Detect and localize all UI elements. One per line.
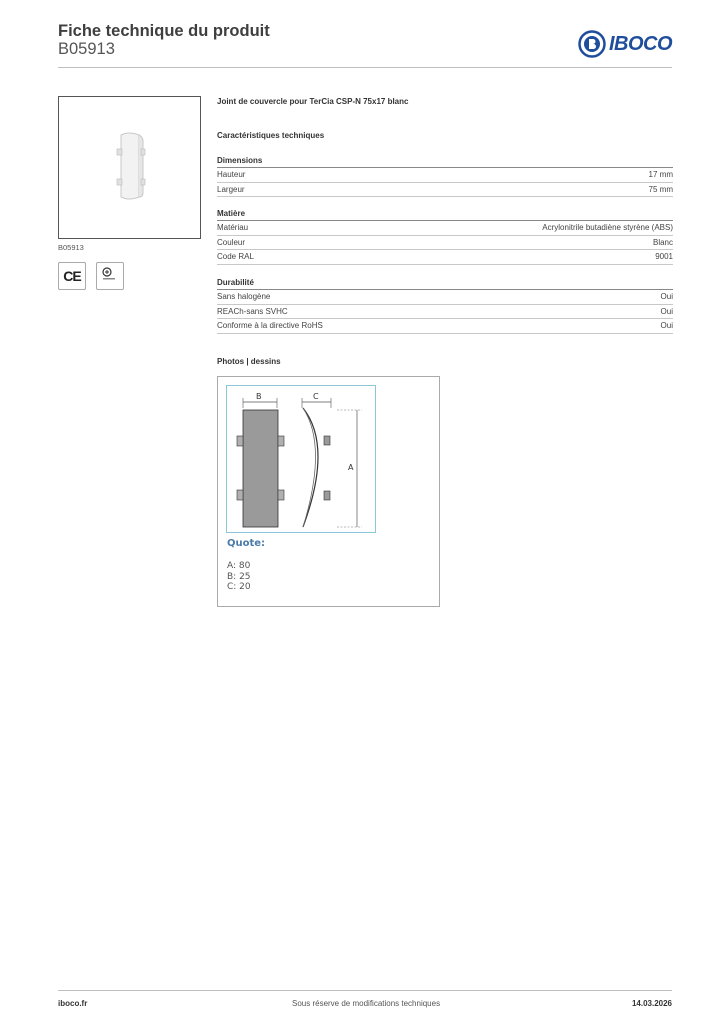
spec-label: Hauteur xyxy=(217,170,246,179)
quote-c: C: 20 xyxy=(227,582,251,592)
footer-notice: Sous réserve de modifications techniques xyxy=(292,999,441,1008)
certification-mark-icon xyxy=(96,262,124,290)
product-reference: B05913 xyxy=(58,40,115,58)
technical-drawing xyxy=(217,376,440,607)
spec-label: Couleur xyxy=(217,237,246,247)
quote-a: A: 80 xyxy=(227,561,251,571)
spec-value: 17 mm xyxy=(648,170,673,179)
specs-title: Caractéristiques techniques xyxy=(217,131,325,140)
dim-label-b: B xyxy=(256,392,262,401)
spec-value: Acrylonitrile butadiène styrène (ABS) xyxy=(542,223,673,232)
spec-row xyxy=(217,236,673,251)
product-photo-icon xyxy=(59,97,200,238)
product-image xyxy=(58,96,201,239)
spec-label: Largeur xyxy=(217,184,245,194)
spec-section-material xyxy=(217,209,673,265)
brand-logo xyxy=(578,29,672,59)
spec-value: Blanc xyxy=(652,237,673,247)
spec-row xyxy=(217,319,673,334)
spec-label: REACh-sans SVHC xyxy=(217,306,288,316)
ce-mark: CE xyxy=(58,262,86,290)
product-image-caption: B05913 xyxy=(58,243,84,252)
section-title: Durabilité xyxy=(217,278,673,290)
spec-label: Matériau xyxy=(217,223,249,232)
spec-section-durability xyxy=(217,278,673,334)
section-title: Dimensions xyxy=(217,156,673,168)
spec-row xyxy=(217,290,673,305)
photos-title: Photos | dessins xyxy=(217,357,281,366)
spec-label: Sans halogène xyxy=(217,292,271,301)
spec-row xyxy=(217,250,673,265)
spec-row xyxy=(217,221,673,236)
document-title: Fiche technique du produit xyxy=(58,22,270,40)
page-footer xyxy=(58,990,672,1014)
quote-title: Quote: xyxy=(227,538,266,549)
spec-value: 75 mm xyxy=(648,184,673,194)
spec-row xyxy=(217,305,673,320)
dimension-drawing-icon xyxy=(227,386,375,532)
spec-value: Oui xyxy=(660,321,673,330)
quote-b: B: 25 xyxy=(227,572,251,582)
iboco-logo-icon xyxy=(578,30,606,58)
product-name: Joint de couvercle pour TerCia CSP-N 75x17 blanc xyxy=(217,97,409,106)
dim-label-a: A xyxy=(348,463,354,472)
drawing-canvas xyxy=(226,385,376,533)
logo-text: IBOCO xyxy=(608,32,672,55)
page-header xyxy=(58,20,672,68)
spec-label: Code RAL xyxy=(217,252,254,261)
spec-label: Conforme à la directive RoHS xyxy=(217,321,323,330)
website-link[interactable]: iboco.fr xyxy=(58,999,88,1008)
spec-row xyxy=(217,183,673,198)
spec-value: 9001 xyxy=(655,252,673,261)
spec-row xyxy=(217,168,673,183)
spec-section-dimensions xyxy=(217,156,673,197)
spec-value: Oui xyxy=(660,306,673,316)
footer-date: 14.03.2026 xyxy=(631,999,672,1008)
section-title: Matière xyxy=(217,209,673,221)
spec-value: Oui xyxy=(660,292,673,301)
dim-label-c: C xyxy=(313,392,319,401)
